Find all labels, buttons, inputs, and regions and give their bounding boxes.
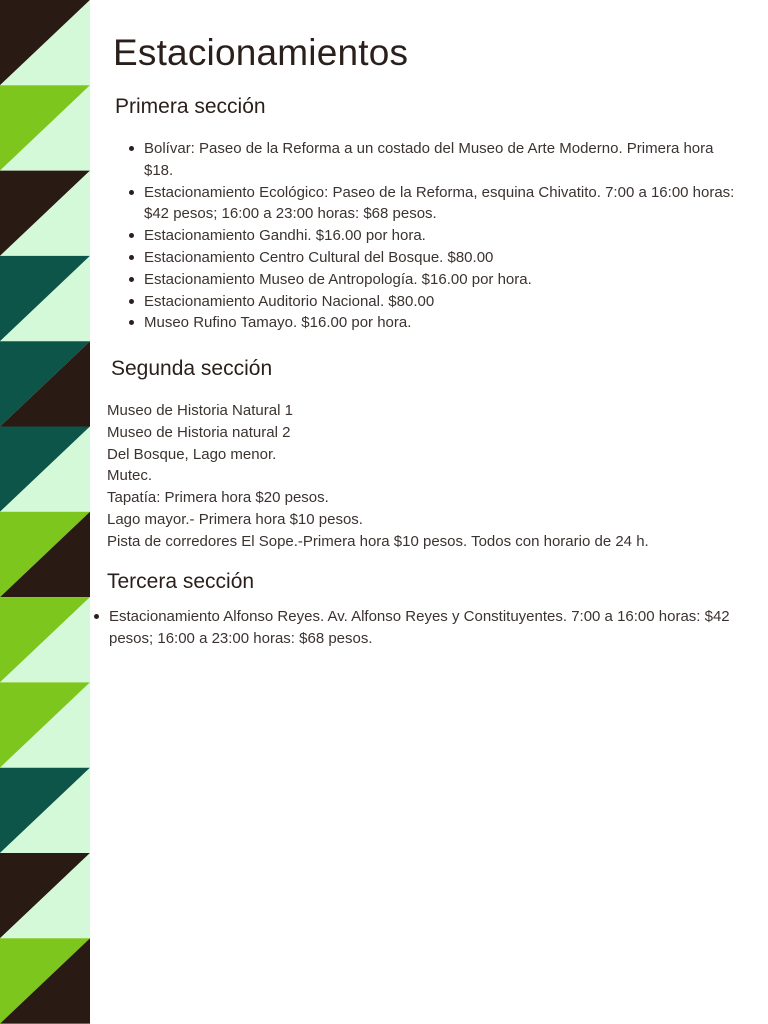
list-item: Pista de corredores El Sope.-Primera hora $10 pesos. Todos con horario de 24 h. (107, 532, 649, 550)
list-item: Tapatía: Primera hora $20 pesos. (107, 489, 329, 507)
list-item: Museo de Historia natural 2 (107, 423, 291, 441)
list-item: Museo Rufino Tamayo. $16.00 por hora. (125, 312, 740, 334)
triangle-pattern (0, 0, 90, 1024)
list-item: Lago mayor.- Primera hora $10 pesos. (107, 510, 363, 528)
main-content (90, 0, 750, 1024)
section-heading-segunda: Segunda sección (111, 357, 273, 380)
decorative-triangle-border (0, 0, 90, 1024)
list-item: Mutec. (107, 467, 153, 485)
page-title: Estacionamientos (113, 32, 409, 73)
list-item: Estacionamiento Museo de Antropología. $16.00 por hora. (125, 269, 740, 291)
list-item: Del Bosque, Lago menor. (107, 445, 277, 463)
list-item: Estacionamiento Ecológico: Paseo de la Reforma, esquina Chivatito. 7:00 a 16:00 horas: $42 pesos; 16:00 a 23:00 horas: $68 pesos. (125, 182, 740, 226)
segunda-seccion-list (107, 400, 747, 553)
list-item: Estacionamiento Alfonso Reyes. Av. Alfonso Reyes y Constituyentes. 7:00 a 16:00 horas: $42 pesos; 16:00 a 23:00 horas: $68 pesos. (90, 606, 750, 650)
tercera-seccion-list (90, 606, 750, 650)
list-item: Estacionamiento Auditorio Nacional. $80.00 (125, 291, 740, 313)
list-item: Museo de Historia Natural 1 (107, 402, 293, 419)
list-item: Estacionamiento Gandhi. $16.00 por hora. (125, 225, 740, 247)
list-item: Bolívar: Paseo de la Reforma a un costado del Museo de Arte Moderno. Primera hora $18. (125, 138, 740, 182)
primera-seccion-list (125, 138, 740, 334)
section-heading-tercera: Tercera sección (107, 570, 255, 593)
section-heading-primera: Primera sección (115, 95, 266, 118)
list-item: Estacionamiento Centro Cultural del Bosque. $80.00 (125, 247, 740, 269)
